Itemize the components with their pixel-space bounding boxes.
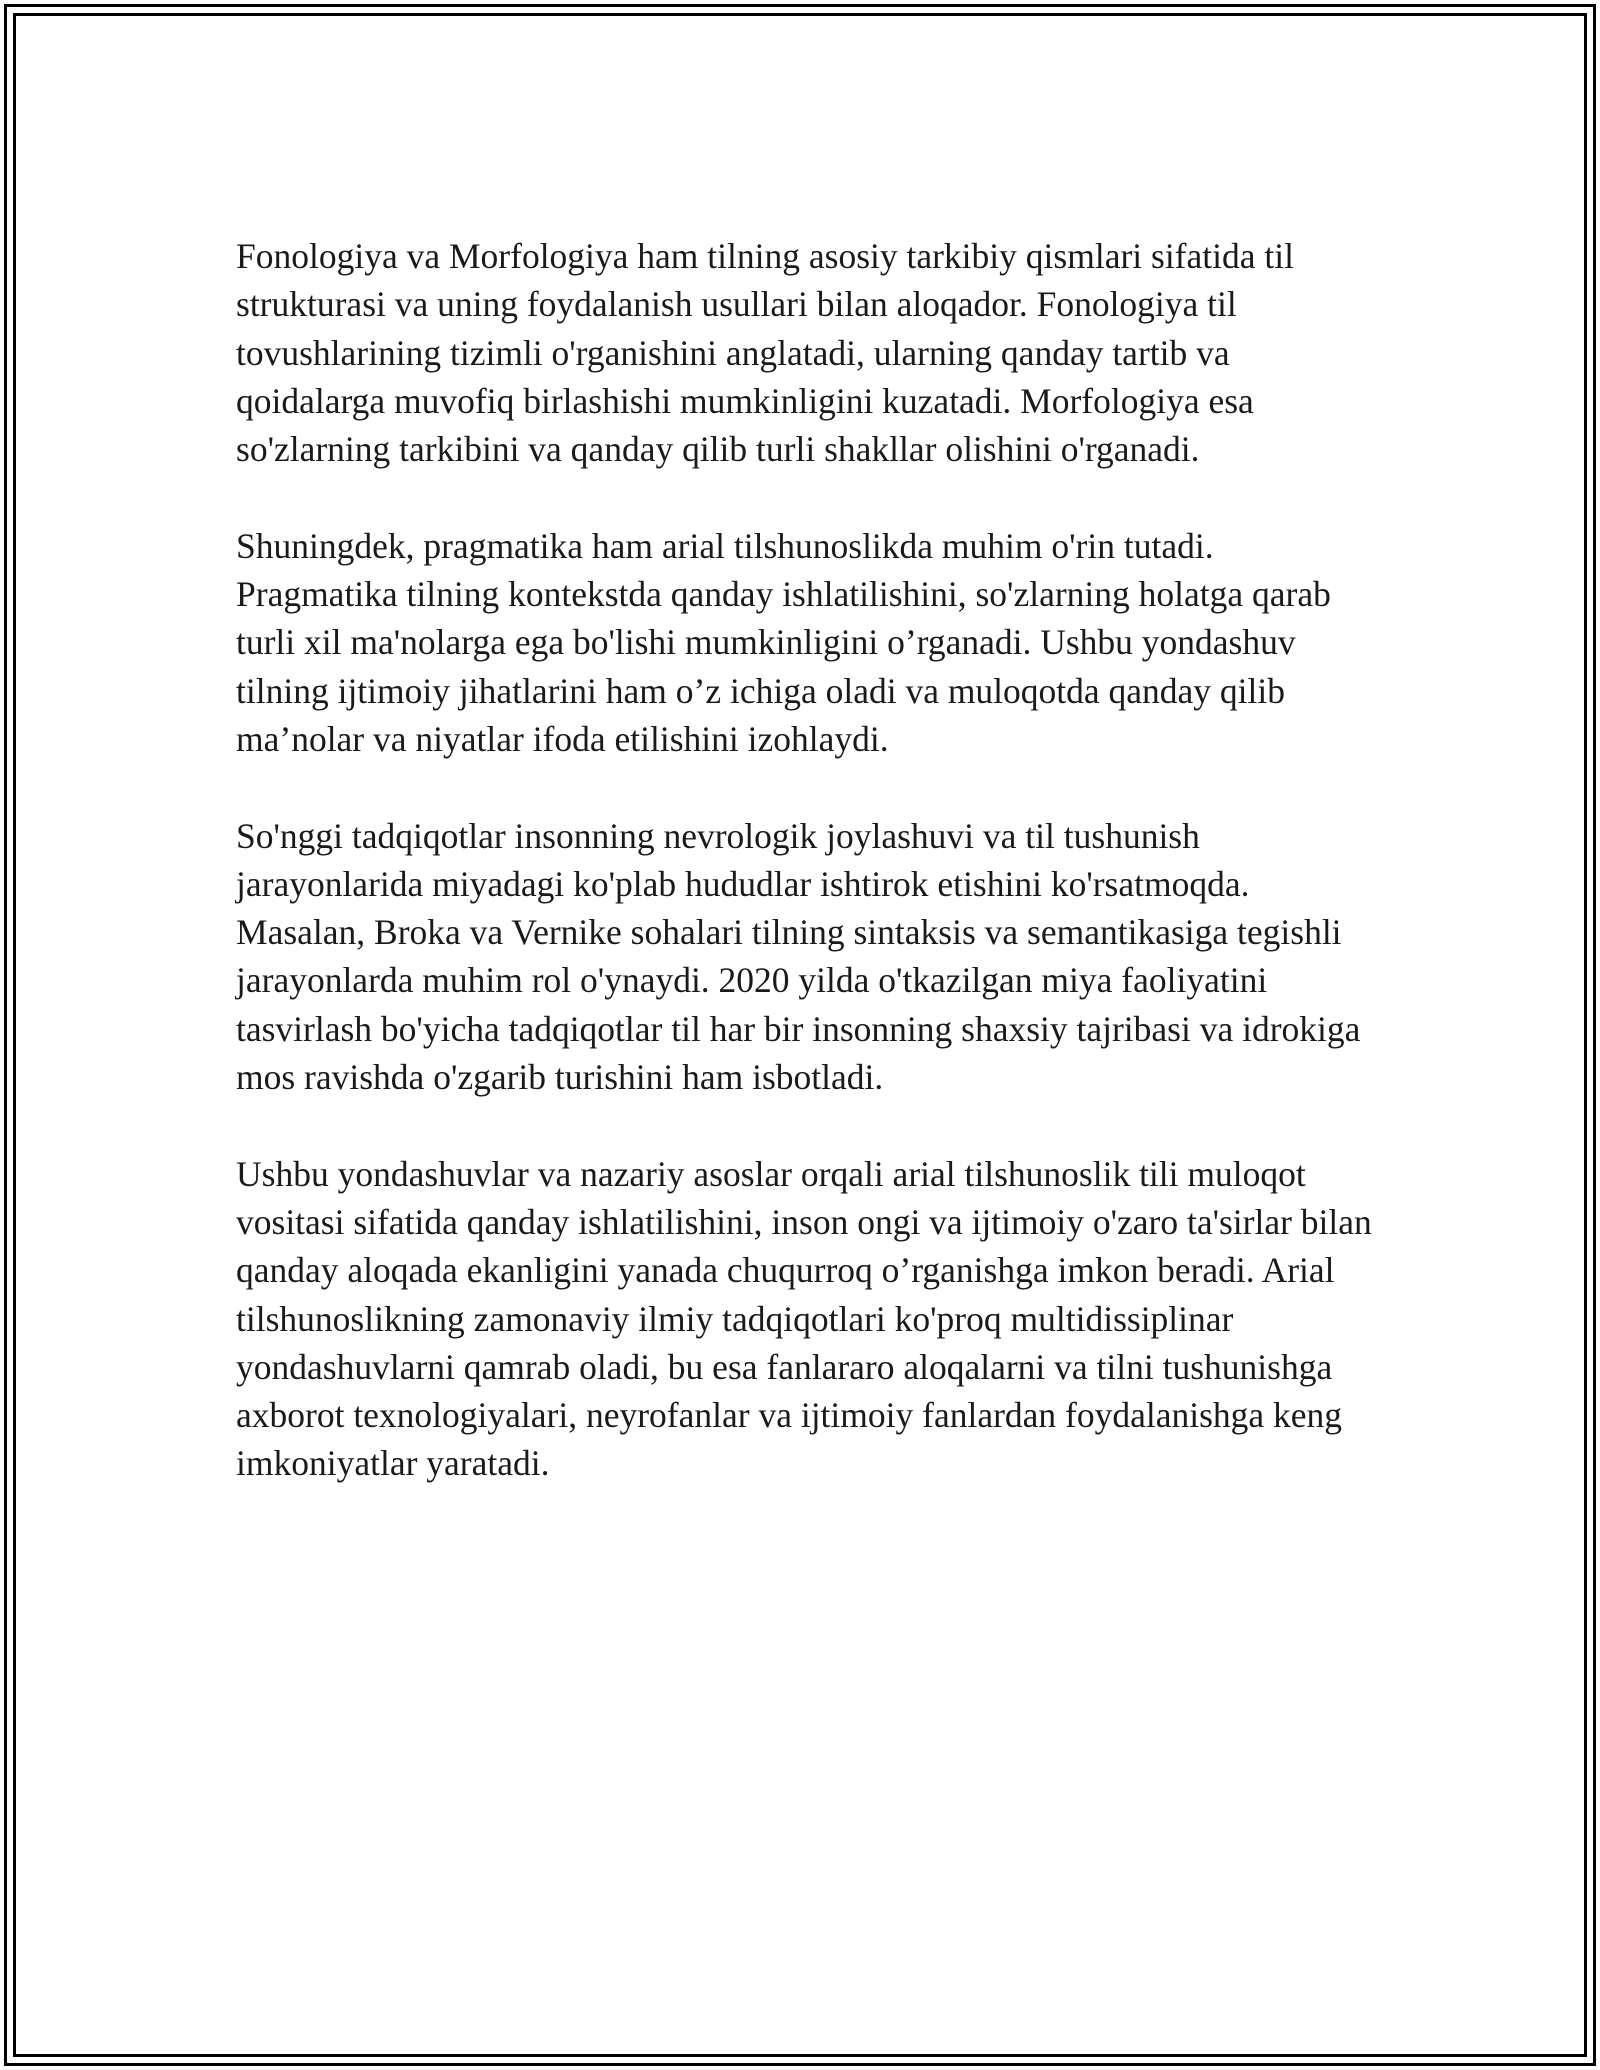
paragraph-xulosa: Ushbu yondashuvlar va nazariy asoslar orqali arial tilshunoslik tili muloqot vositasi sifatida qanday ishlatilishini, inson ongi va ijtimoiy o'zaro ta'sirlar bilan qanday aloqada ekanligini yanada chuqurroq o’rganishga imkon beradi. Arial tilshunoslikning zamonaviy ilmiy tadqiqotlari ko'proq multidissiplinar yondashuvlarni qamrab oladi, bu esa fanlararo aloqalarni va tilni tushunishga axborot texnologiyalari, neyrofanlar va ijtimoiy fanlardan foydalanishga keng imkoniyatlar yaratadi. xyxy=(236,1153,1372,1484)
paragraph-nevrologik-tadqiqotlar: So'nggi tadqiqotlar insonning nevrologik joylashuvi va til tushunish jarayonlarida miyadagi ko'plab hududlar ishtirok etishini ko'rsatmoqda. Masalan, Broka va Vernike sohalari tilning sintaksis va semantikasiga tegishli jarayonlarda muhim rol o'ynaydi. 2020 yilda o'tkazilgan miya faoliyatini tasvirlash bo'yicha tadqiqotlar til har bir insonning shaxsiy tajribasi va idrokiga mos ravishda o'zgarib turishini ham isbotladi. xyxy=(236,815,1361,1098)
document-body xyxy=(236,232,1376,1536)
paragraph-pragmatika: Shuningdek, pragmatika ham arial tilshunoslikda muhim o'rin tutadi. Pragmatika tilning kontekstda qanday ishlatilishini, so'zlarning holatga qarab turli xil ma'nolarga ega bo'lishi mumkinligini o’rganadi. Ushbu yondashuv tilning ijtimoiy jihatlarini ham o’z ichiga oladi va muloqotda qanday qilib ma’nolar va niyatlar ifoda etilishini izohlaydi. xyxy=(236,525,1331,759)
paragraph-fonologiya-morfologiya: Fonologiya va Morfologiya ham tilning asosiy tarkibiy qismlari sifatida til strukturasi va uning foydalanish usullari bilan aloqador. Fonologiya til tovushlarining tizimli o'rganishini anglatadi, ularning qanday tartib va qoidalarga muvofiq birlashishi mumkinligini kuzatadi. Morfologiya esa so'zlarning tarkibini va qanday qilib turli shakllar olishini o'rganadi. xyxy=(236,236,1294,470)
